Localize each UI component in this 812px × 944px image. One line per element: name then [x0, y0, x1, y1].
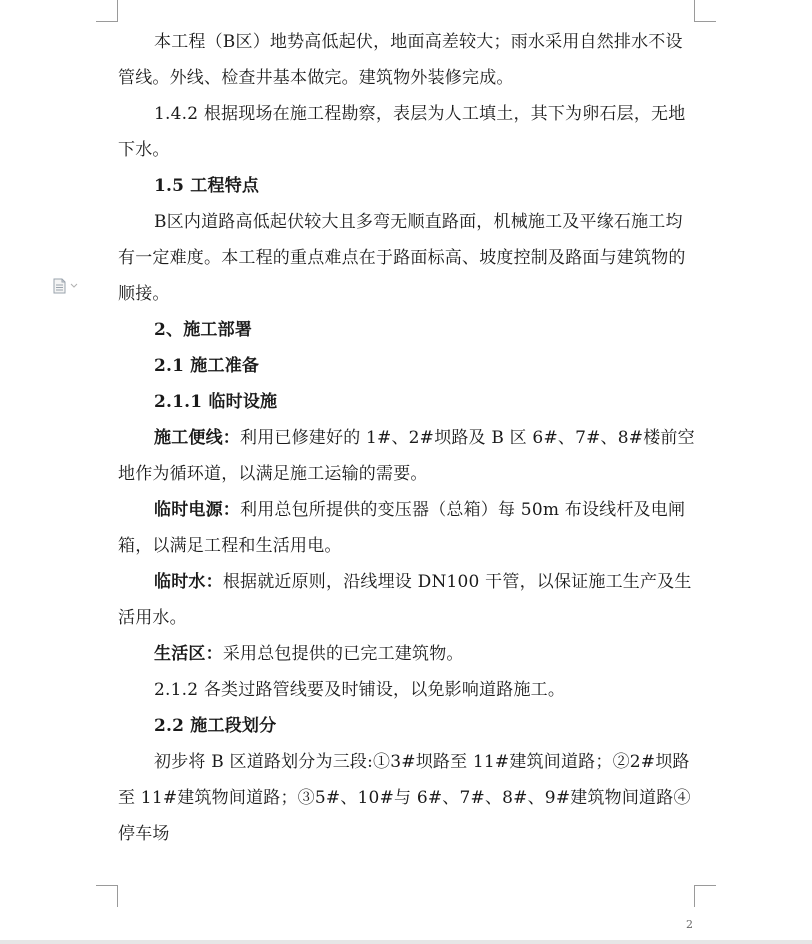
paragraph-temp-power [118, 492, 698, 564]
paragraph-1-4-2 [118, 96, 698, 168]
heading-2-1 [118, 348, 698, 384]
paragraph-text: 本工程（B区）地势高低起伏，地面高差较大；雨水采用自然排水不设管线。外线、检查井基本做完。建筑物外装修完成。 [118, 32, 683, 88]
heading-text: 1.5 工程特点 [154, 176, 260, 196]
paragraph-lead: 生活区： [154, 644, 223, 664]
paragraph-lead: 施工便线： [154, 428, 240, 448]
paragraph-text: 2.1.2 各类过路管线要及时铺设，以免影响道路施工。 [154, 680, 566, 700]
paragraph-text: B区内道路高低起伏较大且多弯无顺直路面，机械施工及平缘石施工均有一定难度。本工程的重点难点在于路面标高、坡度控制及路面与建筑物的顺接。 [118, 212, 686, 304]
paragraph-lead: 临时电源： [154, 500, 240, 520]
paragraph-temp-road [118, 420, 698, 492]
heading-text: 2.2 施工段划分 [154, 716, 277, 736]
paragraph-lead: 临时水： [154, 572, 223, 592]
paragraph-text: 采用总包提供的已完工建筑物。 [222, 644, 464, 664]
paragraph-text: 1.4.2 根据现场在施工程勘察，表层为人工填土，其下为卵石层，无地下水。 [118, 104, 686, 160]
heading-1-5 [118, 168, 698, 204]
heading-text: 2.1 施工准备 [154, 356, 260, 376]
paragraph-text: 初步将 B 区道路划分为三段:①3#坝路至 11#建筑间道路；②2#坝路至 11#建筑物间道路；③5#、10#与 6#、7#、8#、9#建筑物间道路④停车场 [118, 752, 691, 844]
paragraph-text: 根据就近原则，沿线埋设 DN100 干管，以保证施工生产及生活用水。 [118, 572, 692, 628]
heading-2-1-1 [118, 384, 698, 420]
heading-text: 2、施工部署 [154, 320, 253, 340]
page-bottom-edge [0, 940, 812, 944]
heading-2 [118, 312, 698, 348]
page-number: 2 [686, 918, 693, 931]
paragraph-site-terrain [118, 24, 698, 96]
paragraph-project-features [118, 204, 698, 312]
paragraph-living-area [118, 636, 698, 672]
paragraph-text: 利用总包所提供的变压器（总箱）每 50m 布设线杆及电闸箱，以满足工程和生活用电。 [118, 500, 686, 556]
paragraph-temp-water [118, 564, 698, 636]
paragraph-2-1-2 [118, 672, 698, 708]
paragraph-text: 利用已修建好的 1#、2#坝路及 B 区 6#、7#、8#楼前空地作为循环道，以满足施工运输的需要。 [118, 428, 695, 484]
heading-text: 2.1.1 临时设施 [154, 392, 278, 412]
heading-2-2 [118, 708, 698, 744]
document-icon[interactable] [51, 278, 81, 294]
document-body [118, 24, 698, 852]
paragraph-segment-division [118, 744, 698, 852]
